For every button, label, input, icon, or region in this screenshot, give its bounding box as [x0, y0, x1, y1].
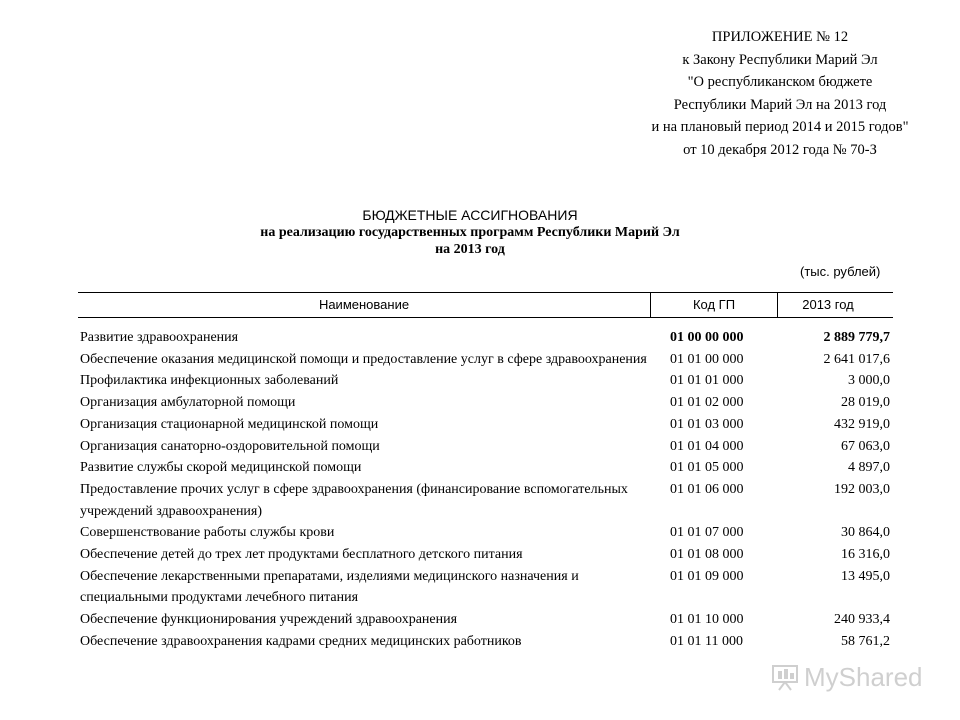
table-row — [80, 522, 900, 544]
row-amount: 240 933,4 — [834, 612, 890, 628]
appendix-line: к Закону Республики Марий Эл — [682, 51, 878, 68]
row-amount: 67 063,0 — [841, 438, 890, 454]
column-header-code: Код ГП — [651, 293, 778, 317]
row-amount: 3 000,0 — [848, 373, 890, 389]
row-name: Обеспечение детей до трех лет продуктами бесплатного детского питания — [80, 547, 523, 563]
row-amount: 13 495,0 — [841, 568, 890, 584]
row-amount: 432 919,0 — [834, 416, 890, 432]
row-name: Организация стационарной медицинской помощи — [80, 416, 379, 432]
row-code: 01 01 00 000 — [670, 351, 744, 367]
table-row — [80, 327, 900, 349]
row-name: Совершенствование работы службы крови — [80, 525, 335, 541]
row-code: 01 01 04 000 — [670, 438, 744, 454]
row-code: 01 01 06 000 — [670, 481, 744, 497]
row-code: 01 01 09 000 — [670, 568, 744, 584]
row-amount: 4 897,0 — [848, 460, 890, 476]
table-row — [80, 436, 900, 458]
row-code: 01 01 03 000 — [670, 416, 744, 432]
row-code: 01 01 02 000 — [670, 395, 744, 411]
row-amount: 30 864,0 — [841, 525, 890, 541]
row-code: 01 01 07 000 — [670, 525, 744, 541]
row-code: 01 01 08 000 — [670, 547, 744, 563]
table-row — [80, 457, 900, 479]
appendix-block — [620, 26, 940, 162]
table-header — [78, 292, 893, 318]
row-code: 01 01 01 000 — [670, 373, 744, 389]
row-name: Обеспечение функционирования учреждений здравоохранения — [80, 612, 458, 628]
document-title: БЮДЖЕТНЫЕ АССИГНОВАНИЯ — [362, 207, 578, 223]
presentation-board-icon — [770, 662, 800, 692]
row-amount: 58 761,2 — [841, 633, 890, 649]
appendix-line: и на плановый период 2014 и 2015 годов" — [651, 119, 909, 136]
row-code: 01 01 05 000 — [670, 460, 744, 476]
table-row — [80, 414, 900, 436]
appendix-line: от 10 декабря 2012 года № 70-З — [683, 141, 877, 158]
row-name: Обеспечение оказания медицинской помощи и предоставление услуг в сфере здравоохранения — [80, 351, 647, 367]
table-row — [80, 609, 900, 631]
row-code: 01 01 11 000 — [670, 633, 743, 649]
table-row — [80, 566, 900, 609]
table-row — [80, 544, 900, 566]
table-row — [80, 349, 900, 371]
row-name: Профилактика инфекционных заболеваний — [80, 373, 339, 389]
appendix-line: Республики Марий Эл на 2013 год — [673, 96, 887, 113]
table-body — [80, 327, 900, 653]
table-row — [80, 370, 900, 392]
table-row — [80, 392, 900, 414]
row-amount: 2 889 779,7 — [823, 330, 890, 345]
document-subtitle: на реализацию государственных программ Республики Марий Эл — [260, 225, 680, 240]
row-name: Обеспечение лекарственными препаратами, изделиями медицинского назначения и специальными продуктами лечебного питания — [80, 568, 579, 606]
appendix-line: ПРИЛОЖЕНИЕ № 12 — [711, 29, 849, 45]
row-name: Развитие здравоохранения — [80, 330, 239, 345]
row-amount: 2 641 017,6 — [823, 351, 890, 367]
row-name: Организация санаторно-оздоровительной помощи — [80, 438, 380, 454]
row-name: Организация амбулаторной помощи — [80, 395, 296, 411]
watermark — [770, 660, 930, 694]
units-label: (тыс. рублей) — [800, 264, 881, 279]
table-row — [80, 479, 900, 522]
row-amount: 28 019,0 — [841, 395, 890, 411]
row-code: 01 01 10 000 — [670, 612, 744, 628]
column-header-year: 2013 год — [802, 297, 854, 312]
row-name: Предоставление прочих услуг в сфере здравоохранения (финансирование вспомогательных учреждений здравоохранения) — [80, 481, 628, 519]
table-row — [80, 631, 900, 653]
column-header-name: Наименование — [78, 293, 651, 317]
appendix-line: "О республиканском бюджете — [687, 74, 873, 91]
document-heading — [200, 206, 740, 258]
document-year: на 2013 год — [435, 242, 505, 257]
row-name: Развитие службы скорой медицинской помощи — [80, 460, 362, 476]
row-name: Обеспечение здравоохранения кадрами средних медицинских работников — [80, 633, 522, 649]
watermark-text: MyShared — [804, 661, 923, 692]
row-amount: 192 003,0 — [834, 481, 890, 497]
row-amount: 16 316,0 — [841, 547, 890, 563]
row-code: 01 00 00 000 — [670, 330, 744, 345]
